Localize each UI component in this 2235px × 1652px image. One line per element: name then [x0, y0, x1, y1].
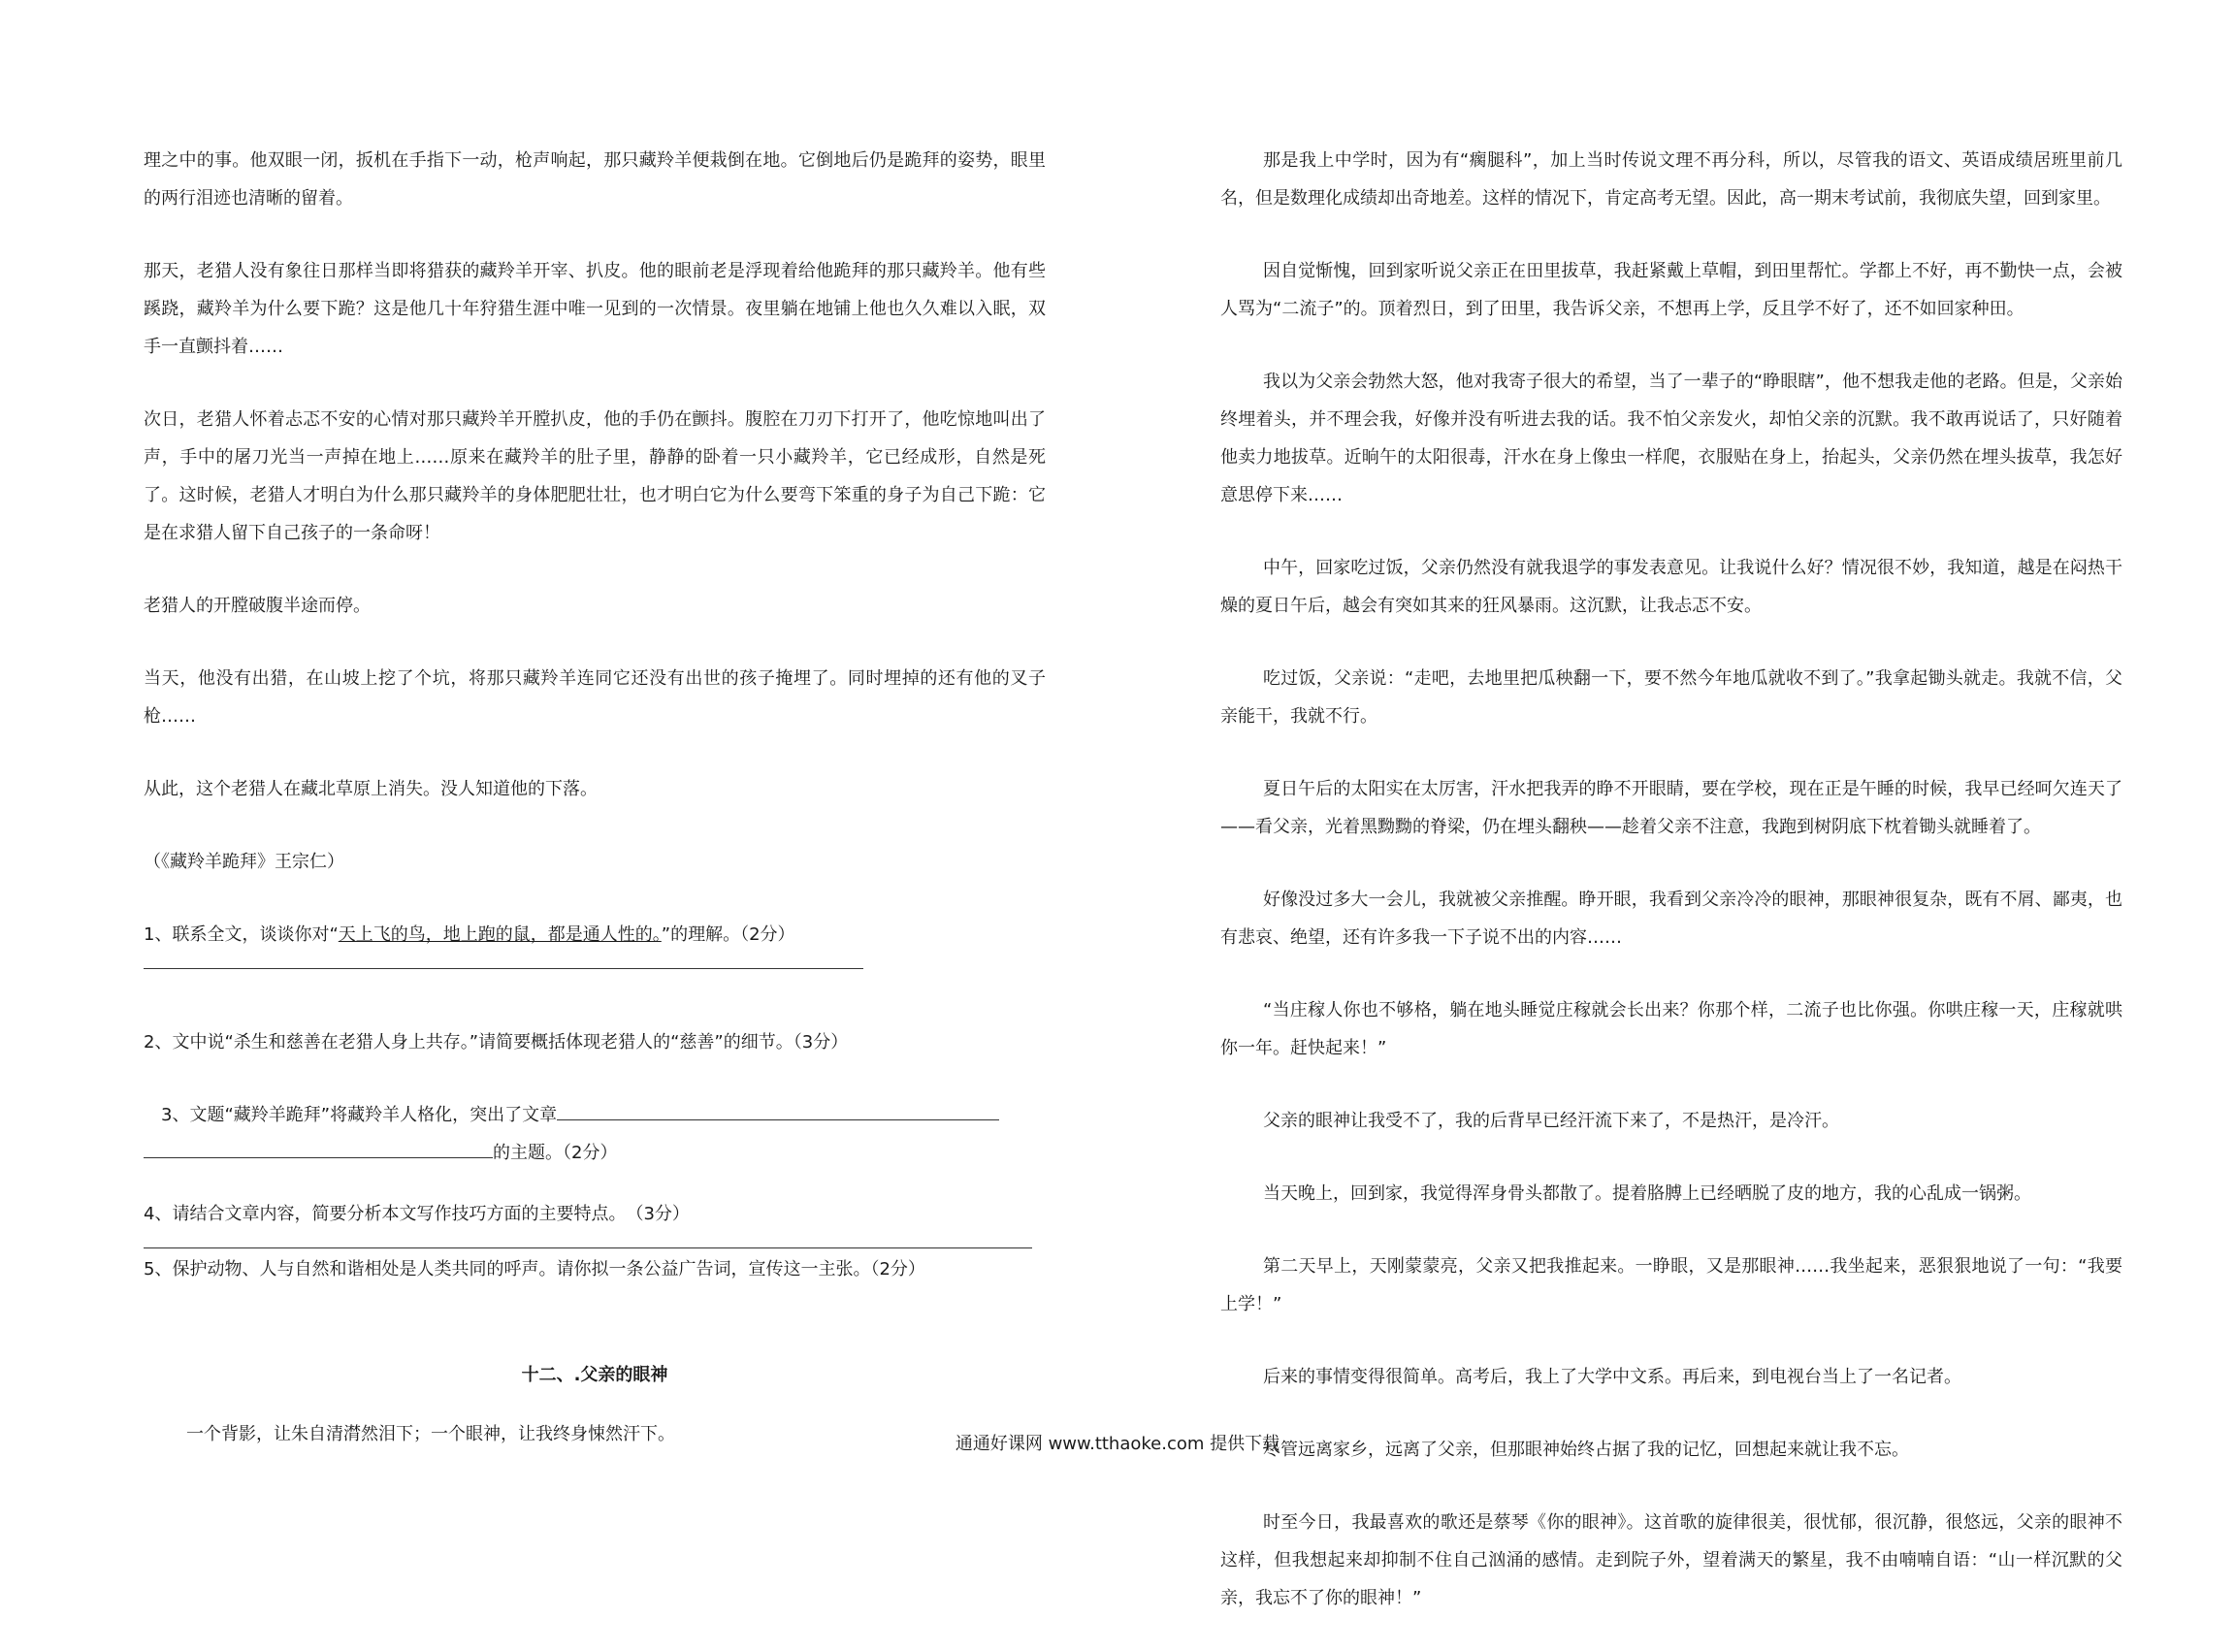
- story-paragraph-3: 次日，老猎人怀着忐忑不安的心情对那只藏羚羊开膛扒皮，他的手仍在颤抖。腹腔在刀刃下打开了，他吃惊地叫出了声，手中的屠刀光当一声掉在地上……原来在藏羚羊的肚子里，静静的卧着一只小藏羚羊，它已经成形，自然是死了。这时候，老猎人才明白为什么那只藏羚羊的身体肥肥壮壮，也才明白它为什么要弯下笨重的身子为自己下跪：它是在求猎人留下自己孩子的一条命呀！: [144, 409, 1046, 543]
- right-column: [1220, 142, 2122, 1652]
- story-source: （《藏羚羊跪拜》王宗仁）: [144, 852, 344, 872]
- story-paragraph-6: 从此，这个老猎人在藏北草原上消失。没人知道他的下落。: [144, 779, 598, 799]
- question-3-suffix: 的主题。（2分）: [493, 1143, 618, 1163]
- essay-paragraph-2: 因自觉惭愧，回到家听说父亲正在田里拔草，我赶紧戴上草帽，到田里帮忙。学都上不好，再不勤快一点，会被人骂为“二流子”的。顶着烈日，到了田里，我告诉父亲，不想再上学，反且学不好了，还不如回家种田。: [1220, 261, 2122, 319]
- answer-line-1[interactable]: [144, 967, 863, 969]
- essay-paragraph-10: 当天晚上，回到家，我觉得浑身骨头都散了。提着胳膊上已经晒脱了皮的地方，我的心乱成一锅粥。: [1263, 1183, 2031, 1204]
- question-1-suffix: ”的理解。（2分）: [661, 924, 795, 945]
- essay-paragraph-13: 尽管远离家乡，远离了父亲，但那眼神始终占据了我的记忆，回想起来就让我不忘。: [1263, 1440, 1909, 1460]
- story-paragraph-2: 那天，老猎人没有象往日那样当即将猎获的藏羚羊开宰、扒皮。他的眼前老是浮现着给他跪拜的那只藏羚羊。他有些蹊跷，藏羚羊为什么要下跪？这是他几十年狩猎生涯中唯一见到的一次情景。夜里躺在地铺上他也久久难以入眠，双手一直颤抖着……: [144, 261, 1046, 357]
- footer-credit: 通通好课网 www.tthaoke.com 提供下载: [955, 1434, 1280, 1454]
- answer-blank-3a[interactable]: [557, 1100, 999, 1120]
- story-paragraph-5: 当天，他没有出猎，在山坡上挖了个坑，将那只藏羚羊连同它还没有出世的孩子掩埋了。同时埋掉的还有他的叉子枪……: [144, 668, 1046, 727]
- question-3-prefix: 3、文题“藏羚羊跪拜”将藏羚羊人格化，突出了文章: [161, 1105, 558, 1125]
- essay-paragraph-3: 我以为父亲会勃然大怒，他对我寄子很大的希望，当了一辈子的“睁眼瞎”，他不想我走他的老路。但是，父亲始终埋着头，并不理会我，好像并没有听进去我的话。我不怕父亲发火，却怕父亲的沉默。我不敢再说话了，只好随着他卖力地拔草。近晌午的太阳很毒，汗水在身上像虫一样爬，衣服贴在身上，抬起头，父亲仍然在埋头拔草，我怎好意思停下来……: [1220, 372, 2122, 505]
- story-paragraph-4: 老猎人的开膛破腹半途而停。: [144, 596, 371, 616]
- essay-paragraph-1: 那是我上中学时，因为有“瘸腿科”，加上当时传说文理不再分科，所以，尽管我的语文、英语成绩居班里前几名，但是数理化成绩却出奇地差。这样的情况下，肯定高考无望。因此，高一期末考试前，我彻底失望，回到家里。: [1220, 150, 2122, 209]
- question-2: 2、文中说“杀生和慈善在老猎人身上共存。”请简要概括体现老猎人的“慈善”的细节。（3分）: [144, 1032, 849, 1053]
- section-intro: 一个背影，让朱自清潸然泪下；一个眼神，让我终身悚然汗下。: [186, 1424, 675, 1444]
- essay-paragraph-6: 夏日午后的太阳实在太厉害，汗水把我弄的睁不开眼睛，要在学校，现在正是午睡的时候，我早已经呵欠连天了——看父亲，光着黑黝黝的脊梁，仍在埋头翻秧——趁着父亲不注意，我跑到树阴底下枕着锄头就睡着了。: [1220, 779, 2122, 837]
- question-3: [144, 1096, 1046, 1172]
- question-4: 4、请结合文章内容，简要分析本文写作技巧方面的主要特点。 （3分）: [144, 1204, 690, 1224]
- left-column: [144, 142, 1046, 1488]
- essay-paragraph-12: 后来的事情变得很简单。高考后，我上了大学中文系。再后来，到电视台当上了一名记者。: [1263, 1367, 1961, 1387]
- essay-paragraph-7: 好像没过多大一会儿，我就被父亲推醒。睁开眼，我看到父亲冷冷的眼神，那眼神很复杂，既有不屑、鄙夷，也有悲哀、绝望，还有许多我一下子说不出的内容……: [1220, 890, 2122, 948]
- essay-paragraph-5: 吃过饭，父亲说：“走吧，去地里把瓜秧翻一下，要不然今年地瓜就收不到了。”我拿起锄头就走。我就不信，父亲能干，我就不行。: [1220, 668, 2122, 727]
- essay-paragraph-4: 中午，回家吃过饭，父亲仍然没有就我退学的事发表意见。让我说什么好？情况很不妙，我知道，越是在闷热干燥的夏日午后，越会有突如其来的狂风暴雨。这沉默，让我忐忑不安。: [1220, 558, 2122, 616]
- answer-blank-3b[interactable]: [144, 1138, 493, 1158]
- essay-paragraph-11: 第二天早上，天刚蒙蒙亮，父亲又把我推起来。一睁眼，又是那眼神……我坐起来，恶狠狠地说了一句：“我要上学！”: [1220, 1256, 2122, 1314]
- essay-paragraph-8: “当庄稼人你也不够格，躺在地头睡觉庄稼就会长出来？你那个样，二流子也比你强。你哄庄稼一天，庄稼就哄你一年。赶快起来！”: [1220, 1000, 2122, 1058]
- story-paragraph-1: 理之中的事。他双眼一闭，扳机在手指下一动，枪声响起，那只藏羚羊便栽倒在地。它倒地后仍是跪拜的姿势，眼里的两行泪迹也清晰的留着。: [144, 150, 1046, 209]
- essay-paragraph-14: 时至今日，我最喜欢的歌还是蔡琴《你的眼神》。这首歌的旋律很美，很忧郁，很沉静，很悠远，父亲的眼神不这样，但我想起来却抑制不住自己汹涌的感情。走到院子外，望着满天的繁星，我不由喃喃自语：“山一样沉默的父亲，我忘不了你的眼神！”: [1220, 1512, 2122, 1608]
- section-title: 十二、.父亲的眼神: [521, 1365, 668, 1385]
- essay-paragraph-9: 父亲的眼神让我受不了，我的后背早已经汗流下来了，不是热汗，是冷汗。: [1263, 1111, 1839, 1131]
- question-1-prefix: 1、联系全文，谈谈你对“: [144, 924, 339, 945]
- question-5: 5、保护动物、人与自然和谐相处是人类共同的呼声。请你拟一条公益广告词，宣传这一主张。（2分）: [144, 1259, 925, 1279]
- question-1-quote: 天上飞的鸟，地上跑的鼠，都是通人性的。: [338, 924, 662, 945]
- question-1: [144, 916, 1046, 954]
- answer-line-4[interactable]: [144, 1247, 1032, 1248]
